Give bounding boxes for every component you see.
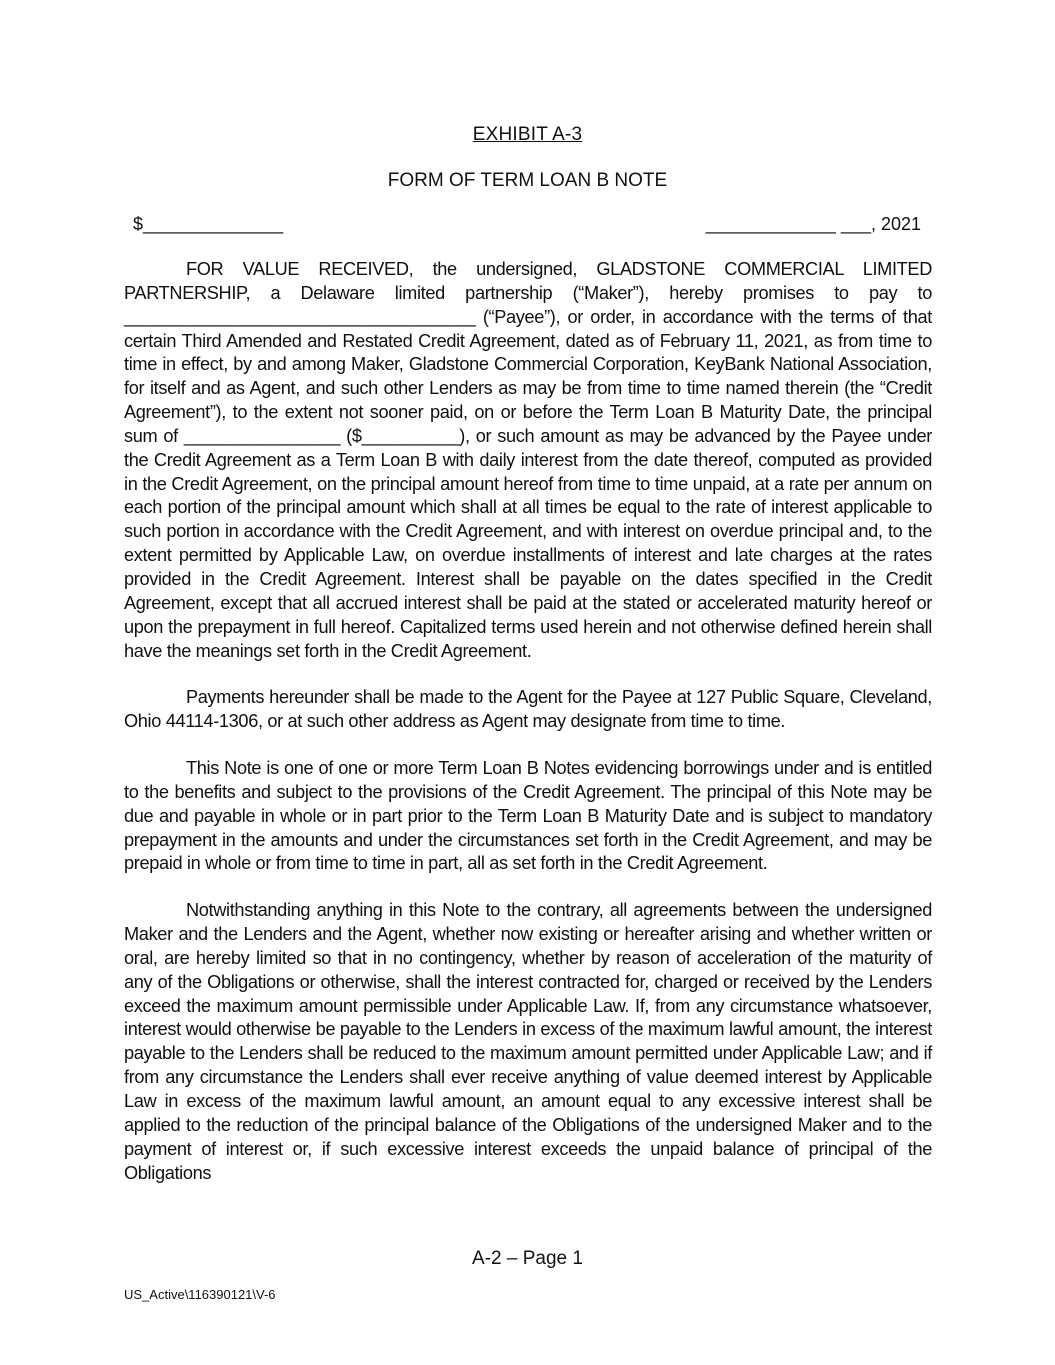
amount-blank: $______________ <box>133 214 284 234</box>
paragraph-value-received: FOR VALUE RECEIVED, the undersigned, GLADSTONE COMMERCIAL LIMITED PARTNERSHIP, a Delaware limited partnership (“Maker”), hereby promises to pay to ____________________________________ (“Payee”), or order, in accordance with the terms of that certain Third Amended and Restated Credit Agreement, dated as of February 11, 2021, as from time to time in effect, by and among Maker, Gladstone Commercial Corporation, KeyBank National Association, for itself and as Agent, and such other Lenders as may be from time to time named therein (the “Credit Agreement”), to the extent not sooner paid, on or before the Term Loan B Maturity Date, the principal sum of ________________ ($__________), or such amount as may be advanced by the Payee under the Credit Agreement as a Term Loan B with daily interest from the date thereof, computed as provided in the Credit Agreement, on the principal amount hereof from time to time unpaid, at a rate per annum on each portion of the principal amount which shall at all times be equal to the rate of interest applicable to such portion in accordance with the Credit Agreement, and with interest on overdue principal and, to the extent permitted by Applicable Law, on overdue installments of interest and late charges at the rates provided in the Credit Agreement. Interest shall be payable on the dates specified in the Credit Agreement, except that all accrued interest shall be paid at the stated or accelerated maturity hereof or upon the prepayment in full hereof. Capitalized terms used herein and not otherwise defined herein shall have the meanings set forth in the Credit Agreement. <box>124 259 932 661</box>
document-id: US_Active\116390121\V-6 <box>124 1287 276 1302</box>
paragraph-usury-limit: Notwithstanding anything in this Note to the contrary, all agreements between the undersigned Maker and the Lenders and the Agent, whether now existing or hereafter arising and whether written or oral, are hereby limited so that in no contingency, whether by reason of acceleration of the maturity of any of the Obligations or otherwise, shall the interest contracted for, charged or received by the Lenders exceed the maximum amount permissible under Applicable Law. If, from any circumstance whatsoever, interest would otherwise be payable to the Lenders in excess of the maximum lawful amount, the interest payable to the Lenders shall be reduced to the maximum amount permitted under Applicable Law; and if from any circumstance the Lenders shall ever receive anything of value deemed interest by Applicable Law in excess of the maximum lawful amount, an amount equal to any excessive interest shall be applied to the reduction of the principal balance of the Obligations of the undersigned Maker and to the payment of interest or, if such excessive interest exceeds the unpaid balance of principal of the Obligations <box>124 900 932 1183</box>
paragraph-note-description: This Note is one of one or more Term Loan B Notes evidencing borrowings under and is entitled to the benefits and subject to the provisions of the Credit Agreement. The principal of this Note may be due and payable in whole or in part prior to the Term Loan B Maturity Date and is subject to mandatory prepayment in the amounts and under the circumstances set forth in the Credit Agreement, and may be prepaid in whole or from time to time in part, all as set forth in the Credit Agreement. <box>124 758 932 874</box>
paragraph-payments: Payments hereunder shall be made to the Agent for the Payee at 127 Public Square, Cleveland, Ohio 44114-1306, or at such other address as Agent may designate from time to time. <box>124 687 932 732</box>
form-title: FORM OF TERM LOAN B NOTE <box>387 170 668 191</box>
date-blank: _____________ ___, 2021 <box>705 214 921 234</box>
exhibit-title: EXHIBIT A-3 <box>472 124 583 145</box>
document-body <box>124 258 932 1208</box>
page-number: A-2 – Page 1 <box>472 1248 583 1269</box>
